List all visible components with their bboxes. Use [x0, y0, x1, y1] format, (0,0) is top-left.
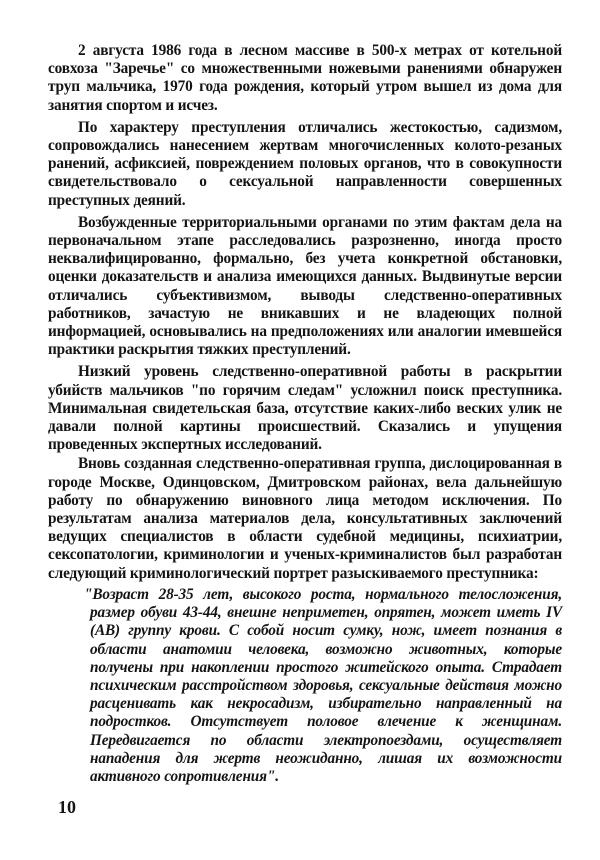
- paragraph-1: 2 августа 1986 года в лесном массиве в 500-х метрах от котельной совхоза "Заречье" со множественными ножевыми ранениями обнаружен труп мальчика, 1970 года рождения, который утром вышел из дома для занятия спортом и исчез.: [48, 42, 562, 114]
- page-number: 10: [58, 797, 76, 817]
- paragraph-4: Низкий уровень следственно-оперативной работы в раскрытии убийств мальчиков "по горячим следам" усложнил поиск преступника. Минимальная свидетельская база, отсутствие каких-либо веских улик не давали полной картины происшествий. Сказались и упущения проведенных экспертных исследований.: [48, 363, 562, 454]
- document-page: [48, 42, 562, 832]
- paragraph-5: Вновь созданная следственно-оперативная группа, дислоцированная в городе Москве, Одинцовском, Дмитровском районах, вела дальнейшую работу по обнаружению виновного лица методом исключения. По результатам анализа материалов дела, консультативных заключений ведущих специалистов в области судебной медицины, психиатрии, сексопатологии, криминологии и ученых-криминалистов был разработан следующий криминологический портрет разыскиваемого преступника:: [48, 455, 562, 582]
- paragraph-2: По характеру преступления отличались жестокостью, садизмом, сопровождались нанесением жертвам многочисленных колото-резаных ранений, асфиксией, повреждением половых органов, что в совокупности свидетельствовало о сексуальной направленности совершенных преступных деяний.: [48, 118, 562, 209]
- paragraph-3: Возбужденные территориальными органами по этим фактам дела на первоначальном этапе расследовались разрозненно, иногда просто неквалифицированно, формально, без учета конкретной обстановки, оценки доказательств и анализа имеющихся данных. Выдвинутые версии отличались субъективизмом, выводы следственно-оперативных работников, зачастую не вникавших и не владеющих полной информацией, основывались на предположениях или аналогии имевшейся практики раскрытия тяжких преступлений.: [48, 213, 562, 359]
- criminal-profile-quote: "Возраст 28-35 лет, высокого роста, нормального телосложения, размер обуви 43-44, внешне неприметен, опрятен, может иметь IV (АВ) группу крови. С собой носит сумку, нож, имеет познания в области анатомии человека, возможно животных, которые получены при накоплении простого житейского опыта. Страдает психическим расстройством здоровья, сексуальные действия можно расценивать как некросадизм, избирательно направленный на подростков. Отсутствует половое влечение к женщинам. Передвигается по области электропоездами, осуществляет нападения для жертв неожиданно, лишая их возможности активного сопротивления".: [84, 585, 562, 785]
